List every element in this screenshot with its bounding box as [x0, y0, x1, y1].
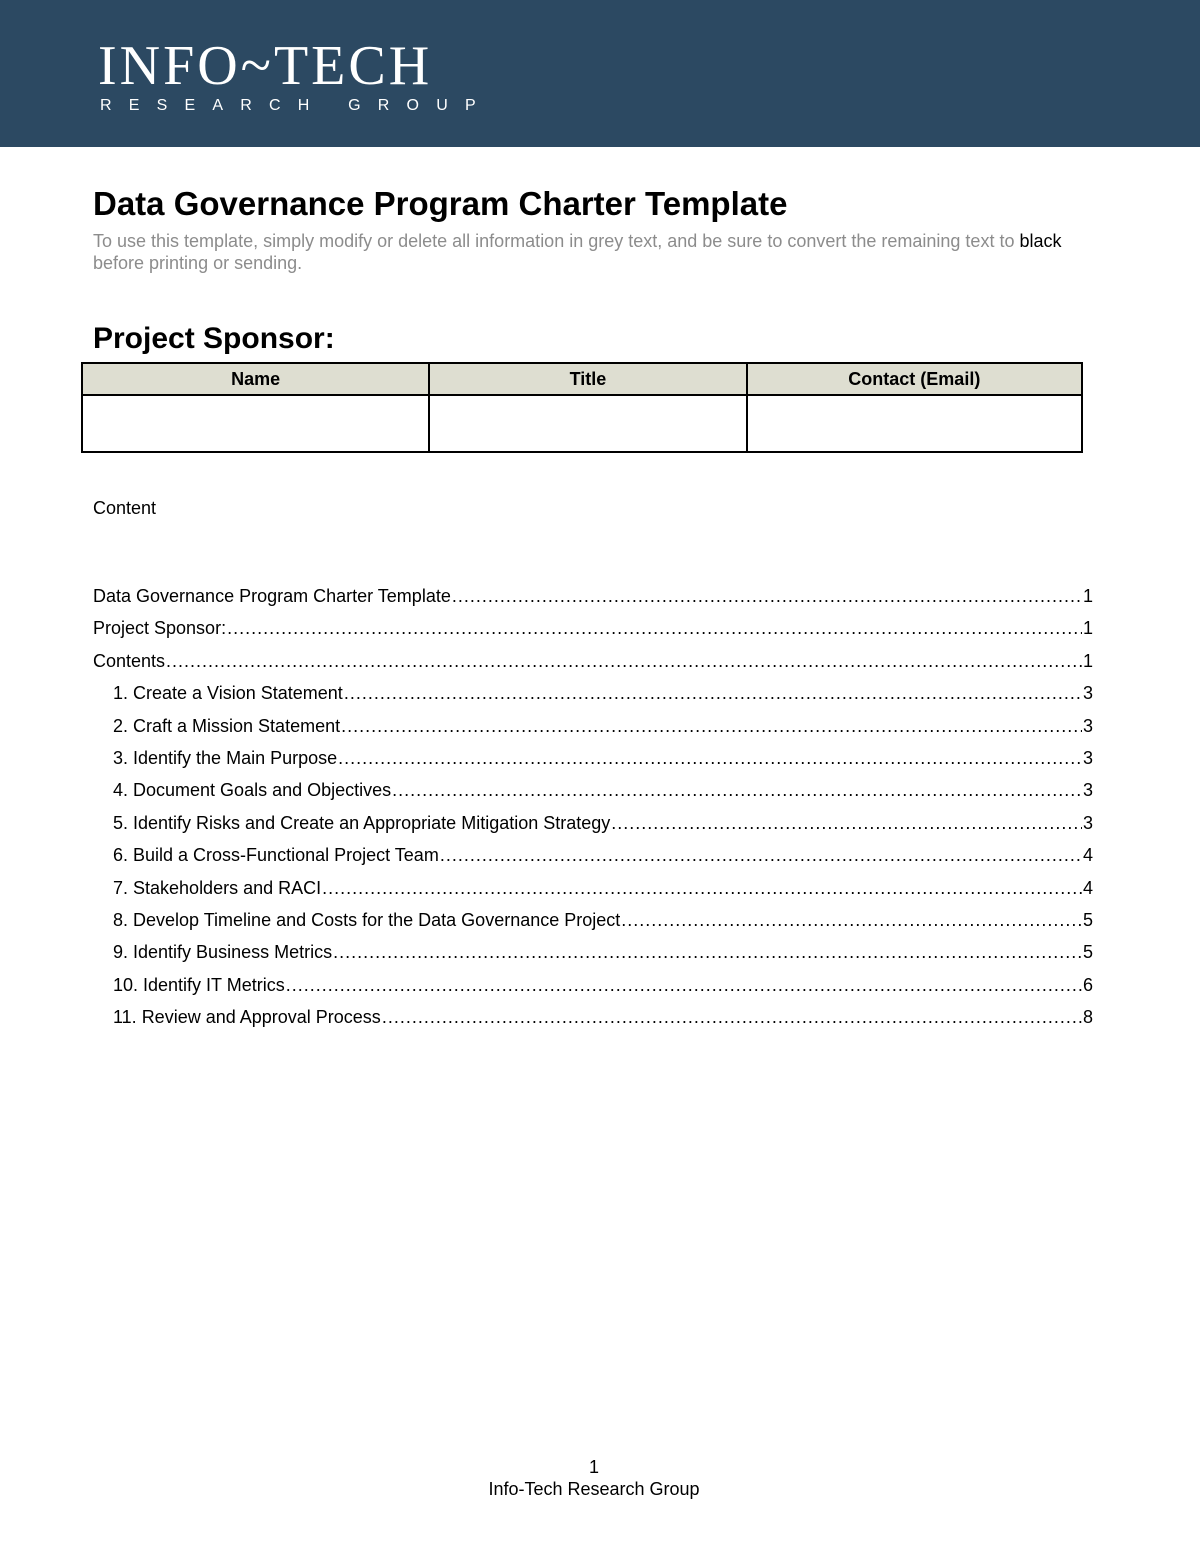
toc-entry[interactable]	[93, 941, 1093, 973]
logo-wordmark: INFO~TECH	[98, 35, 433, 97]
toc-leader-dots	[286, 974, 1082, 996]
intro-text-part1: To use this template, simply modify or delete all information in grey text, and be sure to convert the remaining text to	[93, 231, 1020, 251]
toc-entry-page: 6	[1082, 974, 1093, 995]
toc-leader-dots	[338, 747, 1082, 769]
toc-entry-text: Contents	[93, 650, 166, 671]
toc-leader-dots	[344, 682, 1082, 704]
toc-entry-text: Project Sponsor:	[93, 618, 227, 639]
toc-leader-dots	[382, 1006, 1082, 1028]
toc-entry-page: 5	[1082, 942, 1093, 963]
page-footer	[0, 1456, 1188, 1500]
toc-entry-page: 3	[1082, 812, 1093, 833]
toc-entry-page: 3	[1082, 780, 1093, 801]
toc-entry-text: 10. Identify IT Metrics	[113, 974, 285, 995]
toc-leader-dots	[392, 779, 1082, 801]
toc-entry-text: 11. Review and Approval Process	[113, 1007, 381, 1028]
toc-entry-page: 8	[1082, 1007, 1093, 1028]
column-header-contact: Contact (Email)	[747, 363, 1082, 395]
toc-entry-text: 5. Identify Risks and Create an Appropriate Mitigation Strategy	[113, 812, 611, 833]
toc-entry-text: 1. Create a Vision Statement	[113, 683, 343, 704]
intro-paragraph	[93, 230, 1093, 274]
column-header-name: Name	[82, 363, 429, 395]
footer-company: Info-Tech Research Group	[488, 1479, 700, 1499]
toc-entry[interactable]	[93, 877, 1093, 909]
logo-subtitle: RESEARCH GROUP	[100, 97, 493, 114]
toc-leader-dots	[227, 617, 1082, 639]
toc-leader-dots	[440, 844, 1082, 866]
content-label: Content	[93, 498, 157, 518]
toc-entry-page: 4	[1082, 877, 1093, 898]
toc-entry-page: 1	[1082, 618, 1093, 639]
toc-entry-text: 4. Document Goals and Objectives	[113, 780, 392, 801]
toc-entry[interactable]	[93, 585, 1093, 617]
toc-leader-dots	[611, 812, 1082, 834]
toc-entry-text: 7. Stakeholders and RACI	[113, 877, 322, 898]
sponsor-contact-cell[interactable]	[747, 395, 1082, 452]
toc-entry[interactable]	[93, 650, 1093, 682]
toc-entry-text: 2. Craft a Mission Statement	[113, 715, 341, 736]
toc-entry[interactable]	[93, 1006, 1093, 1038]
intro-text-part2: before printing or sending.	[93, 253, 303, 273]
toc-entry[interactable]	[93, 682, 1093, 714]
toc-entry-page: 3	[1082, 715, 1093, 736]
toc-entry[interactable]	[93, 909, 1093, 941]
toc-leader-dots	[333, 941, 1082, 963]
sponsor-title-cell[interactable]	[429, 395, 746, 452]
toc-entry-page: 3	[1082, 747, 1093, 768]
table-of-contents	[93, 585, 1093, 1038]
toc-leader-dots	[341, 715, 1082, 737]
sponsor-table	[81, 362, 1083, 453]
toc-entry-text: 6. Build a Cross-Functional Project Team	[113, 845, 439, 866]
column-header-title: Title	[429, 363, 746, 395]
header-band	[0, 0, 1200, 147]
toc-entry-text: 9. Identify Business Metrics	[113, 942, 333, 963]
toc-leader-dots	[322, 877, 1082, 899]
toc-entry[interactable]	[93, 812, 1093, 844]
sponsor-table-header-row	[82, 363, 1082, 395]
toc-entry[interactable]	[93, 844, 1093, 876]
intro-text-black: black	[1019, 231, 1062, 251]
sponsor-name-cell[interactable]	[82, 395, 429, 452]
toc-entry[interactable]	[93, 715, 1093, 747]
toc-entry-text: 8. Develop Timeline and Costs for the Data Governance Project	[113, 909, 621, 930]
toc-entry[interactable]	[93, 747, 1093, 779]
toc-entry[interactable]	[93, 974, 1093, 1006]
toc-leader-dots	[166, 650, 1082, 672]
toc-entry-page: 1	[1082, 586, 1093, 606]
toc-entry-text: Data Governance Program Charter Template	[93, 586, 451, 606]
toc-entry-page: 4	[1082, 845, 1093, 866]
toc-entry-page: 5	[1082, 909, 1093, 930]
footer-page-number: 1	[588, 1457, 599, 1477]
sponsor-table-row	[82, 395, 1082, 452]
toc-entry-page: 1	[1082, 650, 1093, 671]
toc-leader-dots	[621, 909, 1082, 931]
document-title: Data Governance Program Charter Template	[93, 185, 788, 222]
toc-entry-page: 3	[1082, 683, 1093, 704]
toc-entry[interactable]	[93, 617, 1093, 649]
toc-entry-text: 3. Identify the Main Purpose	[113, 747, 338, 768]
toc-leader-dots	[452, 585, 1082, 607]
toc-entry[interactable]	[93, 779, 1093, 811]
project-sponsor-heading: Project Sponsor:	[93, 322, 335, 355]
